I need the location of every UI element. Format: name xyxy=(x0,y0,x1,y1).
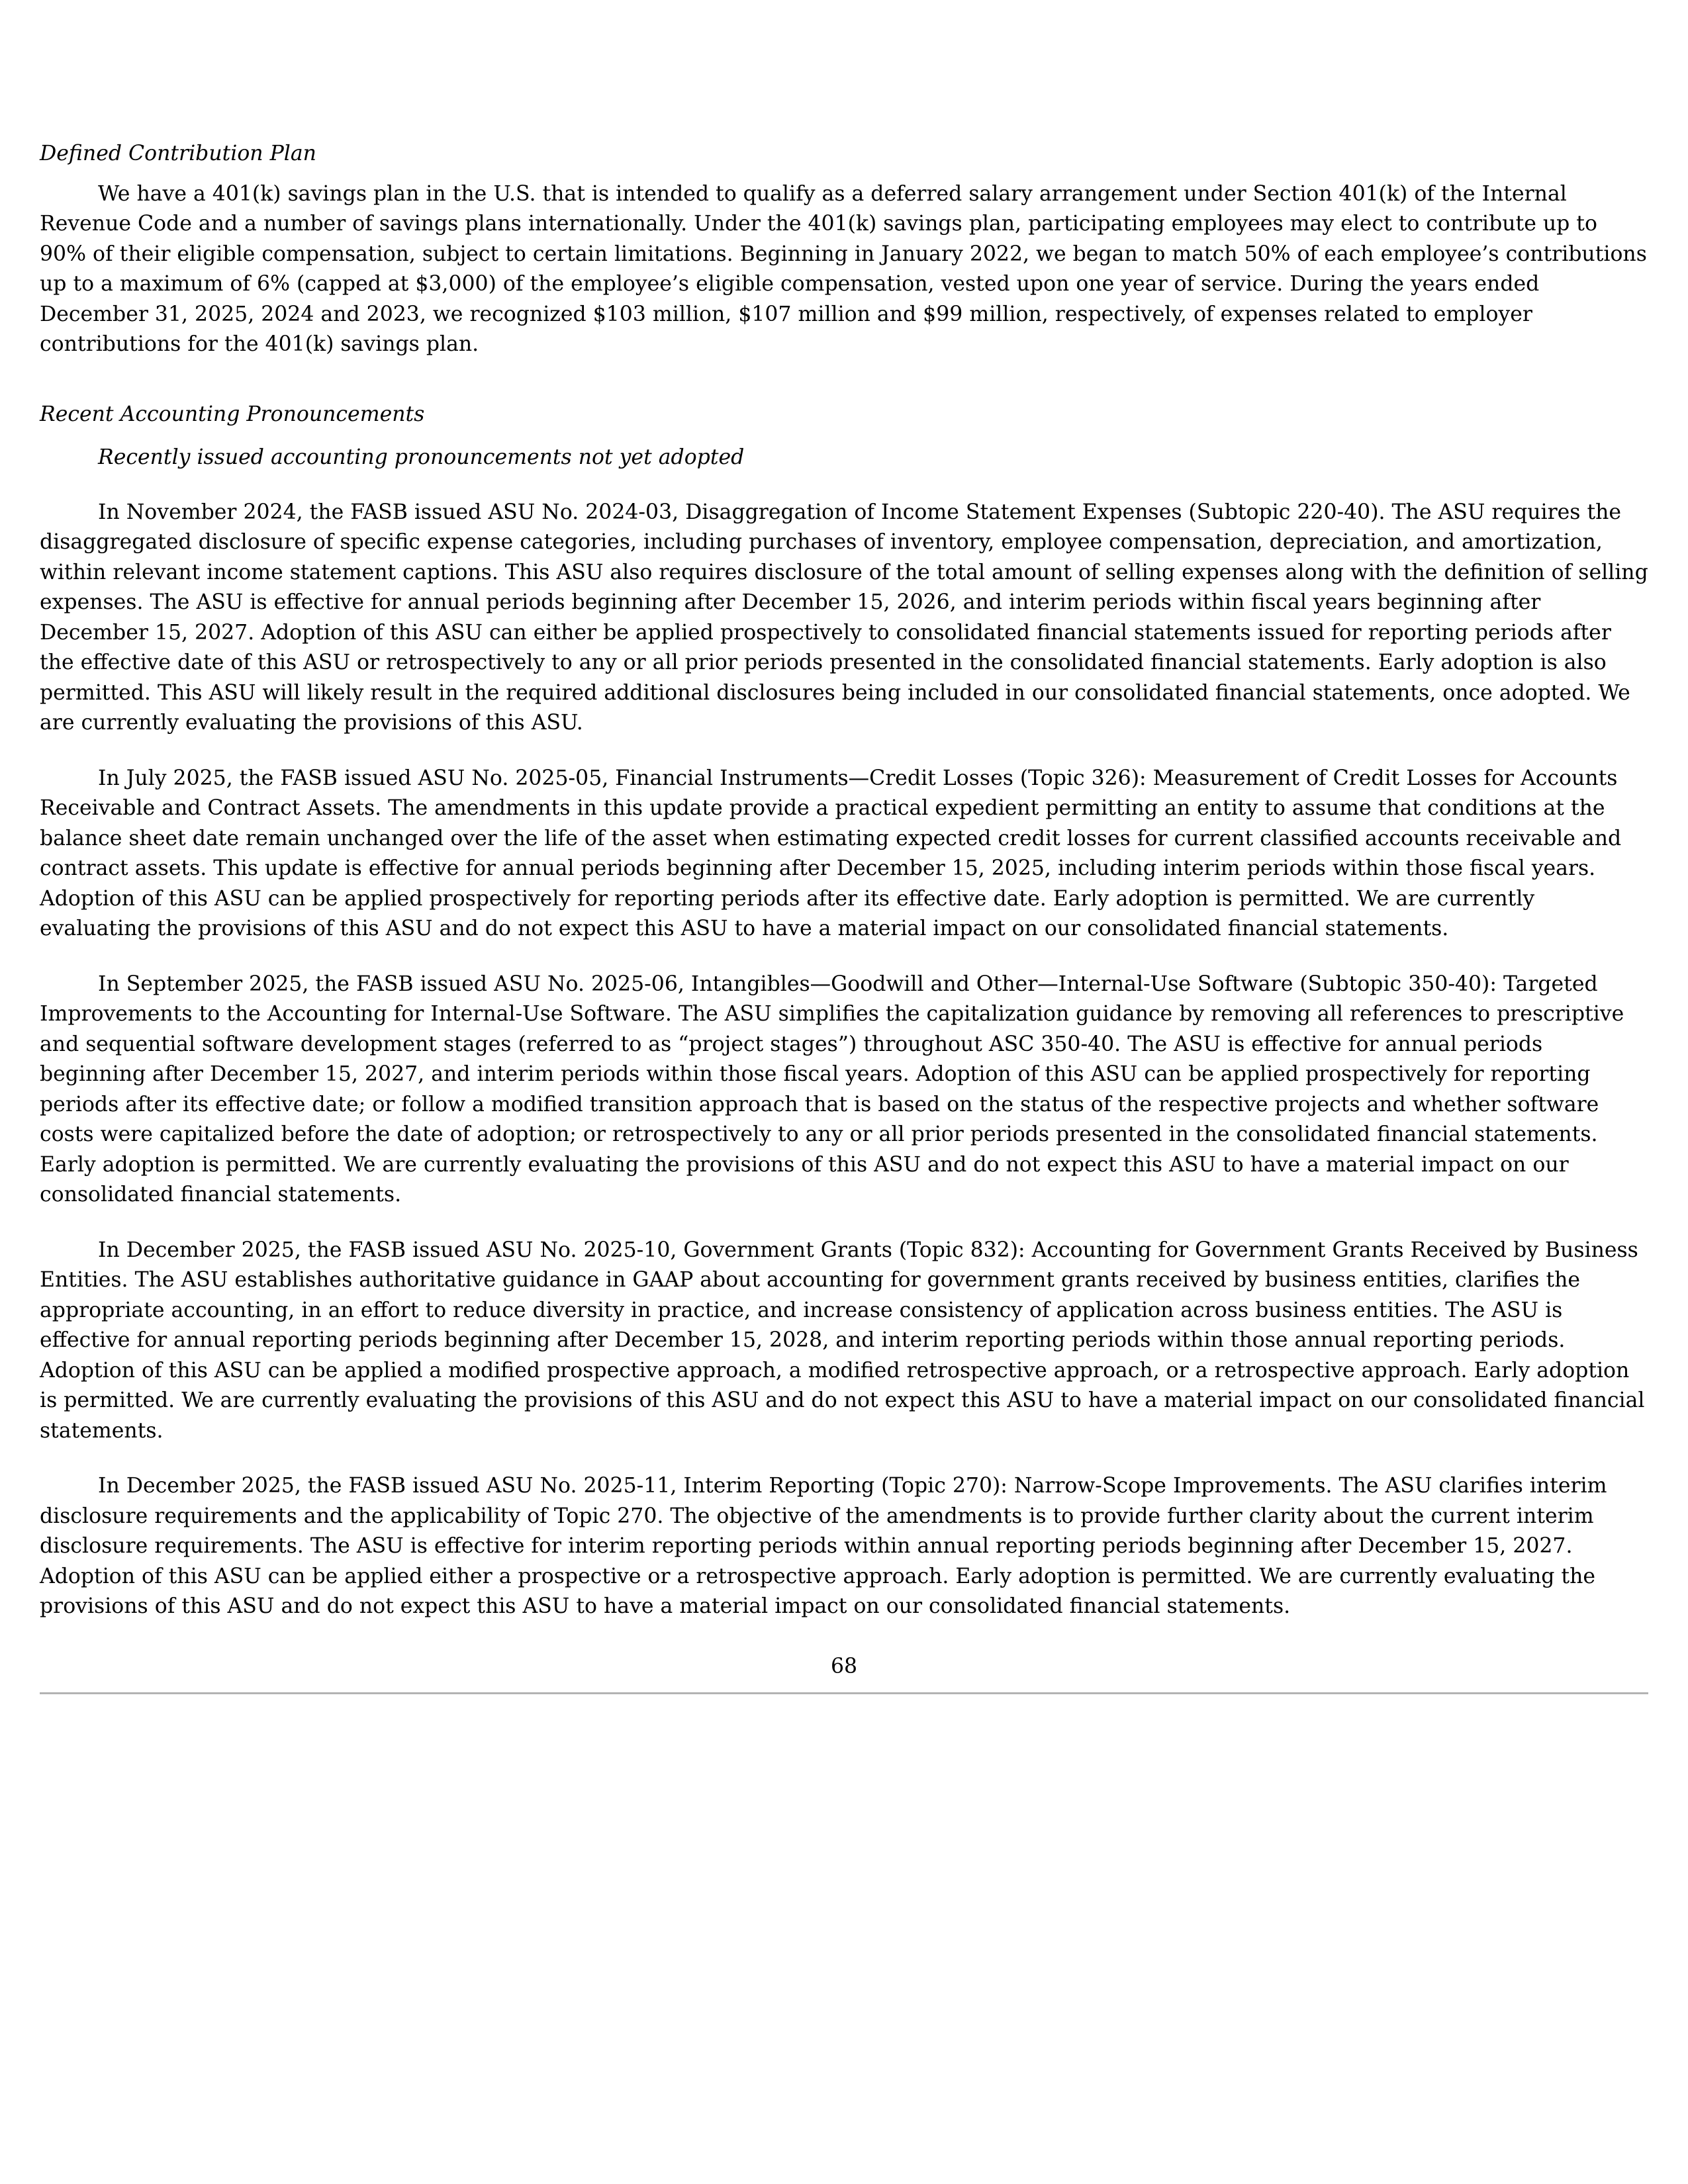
document-page xyxy=(40,139,1648,1622)
subheading-not-yet-adopted: Recently issued accounting pronouncements not yet adopted xyxy=(98,445,745,469)
page-number: 68 xyxy=(830,1655,858,1678)
paragraph-asu-2024-03: In November 2024, the FASB issued ASU No. 2024-03, Disaggregation of Income Statement Expenses (Subtopic 220-40). The ASU requires the disaggregated disclosure of specific expense categories, including purchases of inventory, employee compensation, depreciation, and amortization, within relevant income statement captions. This ASU also requires disclosure of the total amount of selling expenses along with the definition of selling expenses. The ASU is effective for annual periods beginning after December 15, 2026, and interim periods within fiscal years beginning after December 15, 2027. Adoption of this ASU can either be applied prospectively to consolidated financial statements issued for reporting periods after the effective date of this ASU or retrospectively to any or all prior periods presented in the consolidated financial statements. Early adoption is also permitted. This ASU will likely result in the required additional disclosures being included in our consolidated financial statements, once adopted. We are currently evaluating the provisions of this ASU. xyxy=(40,500,1648,735)
section-heading-recent-accounting-pronouncements: Recent Accounting Pronouncements xyxy=(40,402,425,426)
paragraph-asu-2025-06: In September 2025, the FASB issued ASU No. 2025-06, Intangibles—Goodwill and Other—Internal-Use Software (Subtopic 350-40): Targeted Improvements to the Accounting for Internal-Use Software. The ASU simplifies the capitalization guidance by removing all references to prescriptive and sequential software development stages (referred to as “project stages”) throughout ASC 350-40. The ASU is effective for annual periods beginning after December 15, 2027, and interim periods within those fiscal years. Adoption of this ASU can be applied prospectively for reporting periods after its effective date; or follow a modified transition approach that is based on the status of the respective projects and whether software costs were capitalized before the date of adoption; or retrospectively to any or all prior periods presented in the consolidated financial statements. Early adoption is permitted. We are currently evaluating the provisions of this ASU and do not expect this ASU to have a material impact on our consolidated financial statements. xyxy=(40,972,1624,1206)
paragraph-asu-2025-10: In December 2025, the FASB issued ASU No. 2025-10, Government Grants (Topic 832): Accounting for Government Grants Received by Business Entities. The ASU establishes authoritative guidance in GAAP about accounting for government grants received by business entities, clarifies the appropriate accounting, in an effort to reduce diversity in practice, and increase consistency of application across business entities. The ASU is effective for annual reporting periods beginning after December 15, 2028, and interim reporting periods within those annual reporting periods. Adoption of this ASU can be applied a modified prospective approach, a modified retrospective approach, or a retrospective approach. Early adoption is permitted. We are currently evaluating the provisions of this ASU and do not expect this ASU to have a material impact on our consolidated financial statements. xyxy=(40,1238,1645,1443)
footer-divider xyxy=(40,1692,1648,1694)
paragraph-401k-plan: We have a 401(k) savings plan in the U.S. that is intended to qualify as a deferred salary arrangement under Section 401(k) of the Internal Revenue Code and a number of savings plans internationally. Under the 401(k) savings plan, participating employees may elect to contribute up to 90% of their eligible compensation, subject to certain limitations. Beginning in January 2022, we began to match 50% of each employee’s contributions up to a maximum of 6% (capped at $3,000) of the employee’s eligible compensation, vested upon one year of service. During the years ended December 31, 2025, 2024 and 2023, we recognized $103 million, $107 million and $99 million, respectively, of expenses related to employer contributions for the 401(k) savings plan. xyxy=(40,181,1647,356)
section-heading-defined-contribution-plan: Defined Contribution Plan xyxy=(40,142,316,165)
paragraph-asu-2025-11: In December 2025, the FASB issued ASU No. 2025-11, Interim Reporting (Topic 270): Narrow-Scope Improvements. The ASU clarifies interim disclosure requirements and the applicability of Topic 270. The objective of the amendments is to provide further clarity about the current interim disclosure requirements. The ASU is effective for interim reporting periods within annual reporting periods beginning after December 15, 2027. Adoption of this ASU can be applied either a prospective or a retrospective approach. Early adoption is permitted. We are currently evaluating the provisions of this ASU and do not expect this ASU to have a material impact on our consolidated financial statements. xyxy=(40,1474,1607,1618)
paragraph-asu-2025-05: In July 2025, the FASB issued ASU No. 2025-05, Financial Instruments—Credit Losses (Topic 326): Measurement of Credit Losses for Accounts Receivable and Contract Assets. The amendments in this update provide a practical expedient permitting an entity to assume that conditions at the balance sheet date remain unchanged over the life of the asset when estimating expected credit losses for current classified accounts receivable and contract assets. This update is effective for annual periods beginning after December 15, 2025, including interim periods within those fiscal years. Adoption of this ASU can be applied prospectively for reporting periods after its effective date. Early adoption is permitted. We are currently evaluating the provisions of this ASU and do not expect this ASU to have a material impact on our consolidated financial statements. xyxy=(40,766,1622,940)
